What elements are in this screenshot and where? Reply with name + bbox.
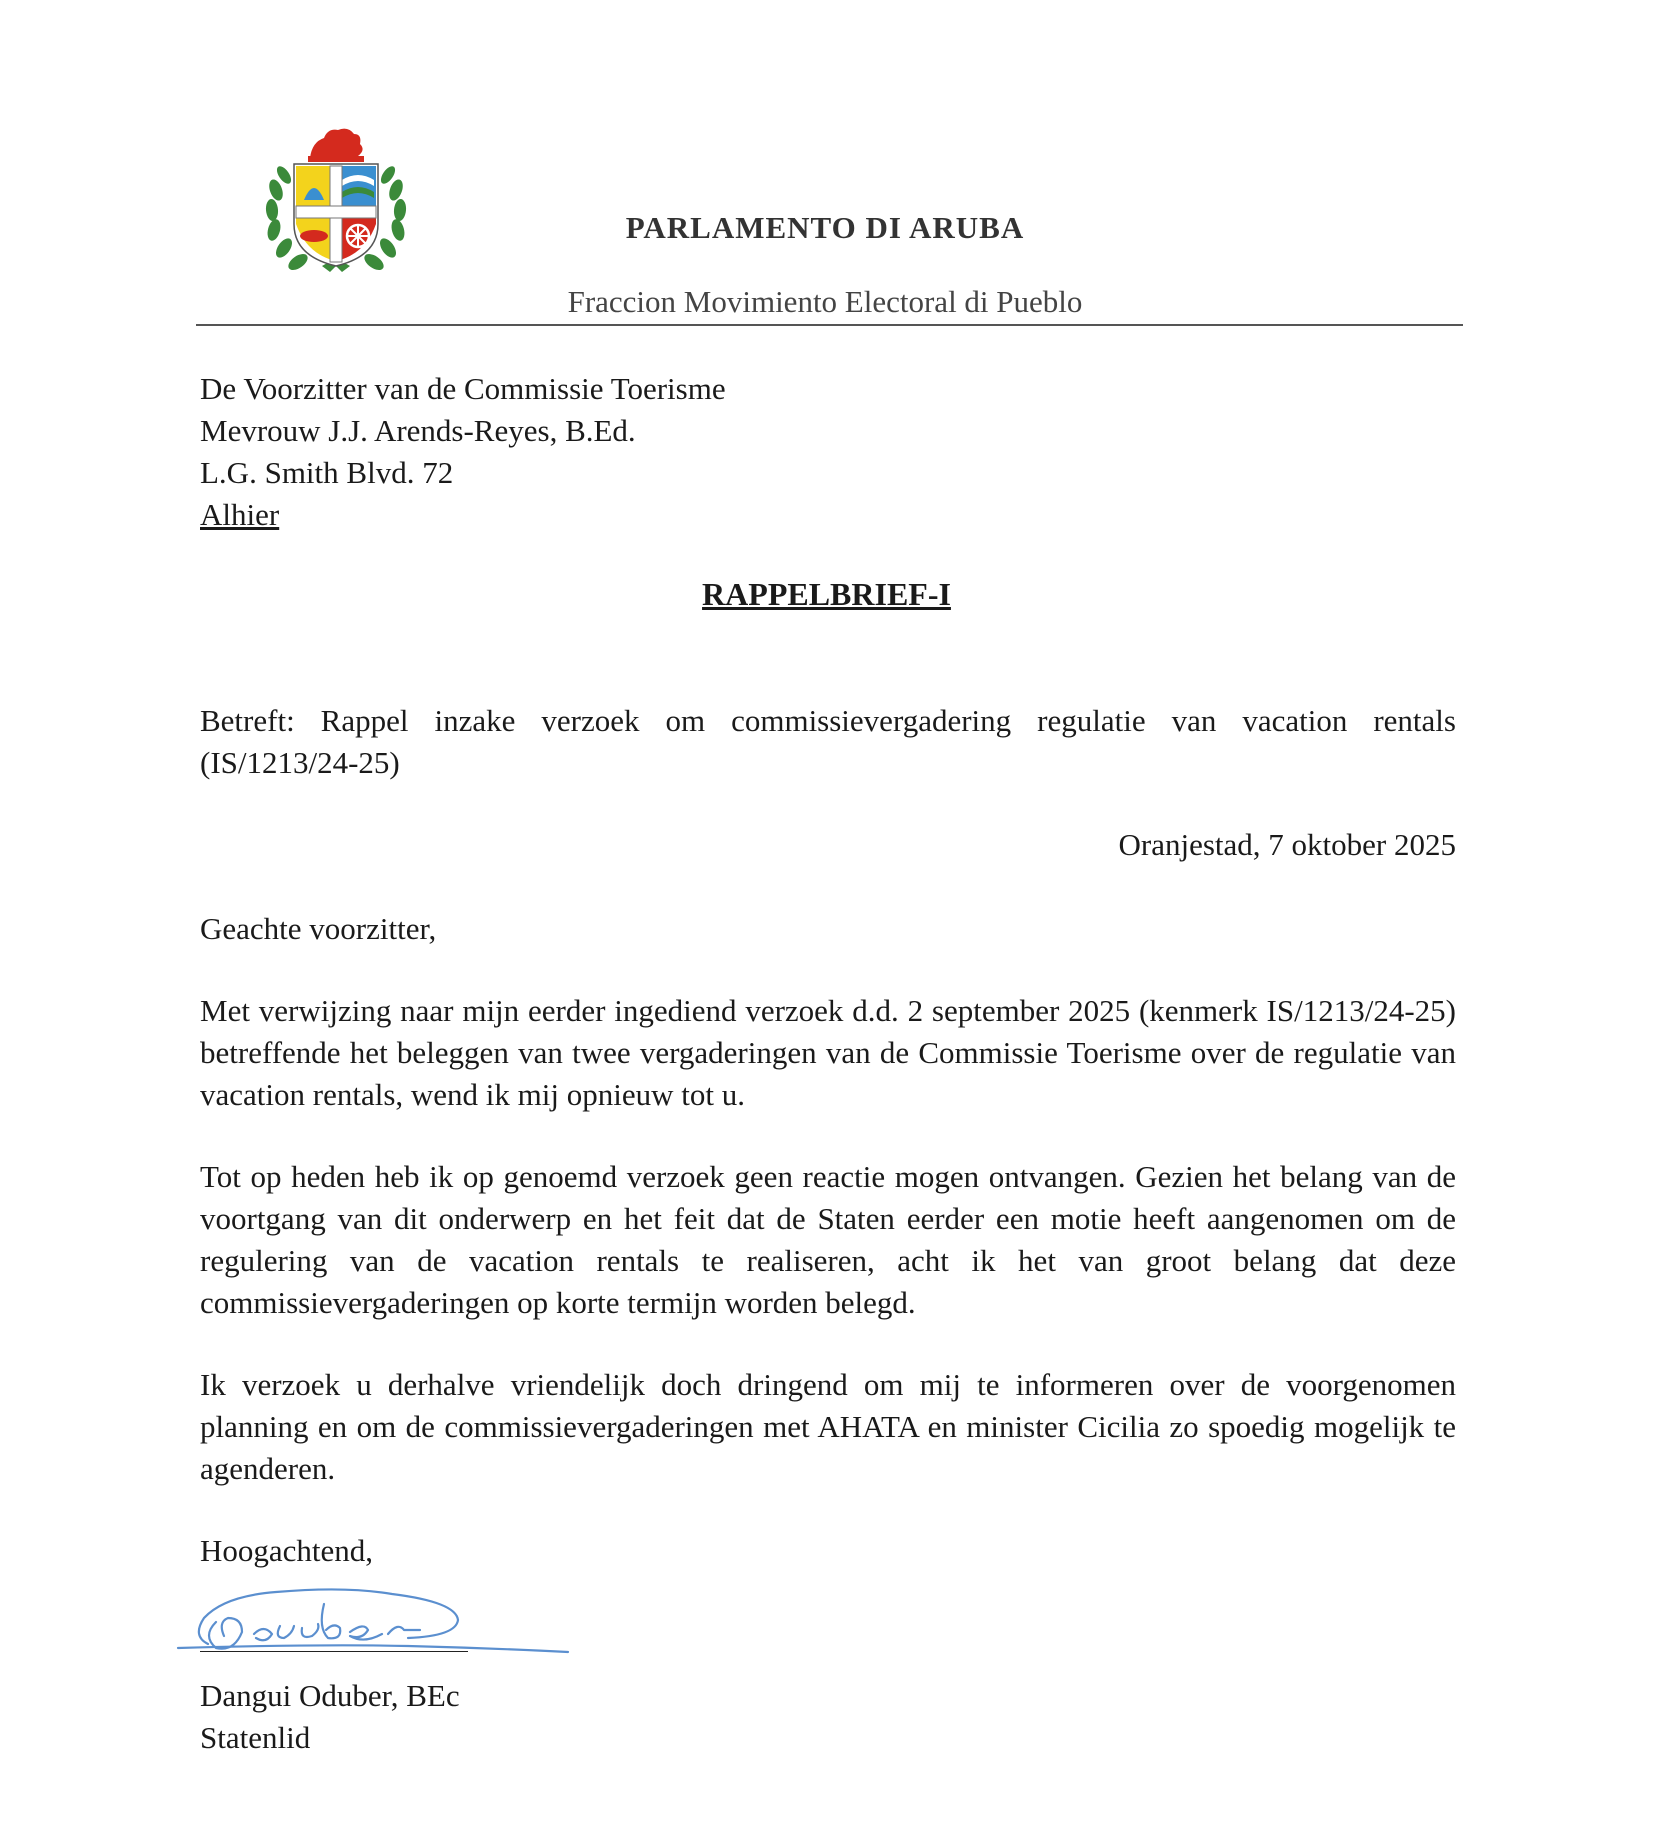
organization-name: PARLAMENTO DI ARUBA [625, 210, 1025, 245]
body-paragraph: Tot op heden heb ik op genoemd verzoek geen reactie mogen ontvangen. Gezien het belang van de voortgang van dit onderwerp en het feit dat de Staten eerder een motie heeft aangenomen om de regulering van de vacation rentals te realiseren, acht ik het van groot belang dat deze commissievergaderingen op korte termijn worden belegd. [200, 1159, 1456, 1320]
recipient-line: De Voorzitter van de Commissie Toerisme [200, 371, 726, 406]
handwritten-signature [168, 1578, 593, 1658]
signature-line [200, 1651, 468, 1652]
coat-of-arms-emblem [262, 120, 410, 280]
recipient-address [200, 368, 726, 536]
closing: Hoogachtend, [200, 1533, 374, 1568]
recipient-line: Alhier [200, 497, 280, 532]
signer-name: Dangui Oduber, BEc [200, 1678, 460, 1713]
recipient-line: L.G. Smith Blvd. 72 [200, 455, 454, 490]
letter-title: RAPPELBRIEF-I [702, 576, 951, 612]
signer-role: Statenlid [200, 1720, 311, 1755]
salutation: Geachte voorzitter, [200, 911, 437, 946]
body-paragraph: Ik verzoek u derhalve vriendelijk doch dringend om mij te informeren over de voorgenomen planning en om de commissievergaderingen met AHATA en minister Cicilia zo spoedig mogelijk te agenderen. [200, 1367, 1456, 1486]
signer-block [200, 1675, 460, 1759]
faction-name: Fraccion Movimiento Electoral di Pueblo [567, 284, 1083, 319]
subject-line: Betreft: Rappel inzake verzoek om commissievergadering regulatie van vacation rentals (IS/1213/24-25) [200, 703, 1456, 780]
header-divider [196, 324, 1463, 326]
recipient-line: Mevrouw J.J. Arends-Reyes, B.Ed. [200, 413, 636, 448]
body-paragraph: Met verwijzing naar mijn eerder ingediend verzoek d.d. 2 september 2025 (kenmerk IS/1213/24-25) betreffende het beleggen van twee vergaderingen van de Commissie Toerisme over de regulatie van vacation rentals, wend ik mij opnieuw tot u. [200, 993, 1456, 1112]
place-date: Oranjestad, 7 oktober 2025 [1118, 827, 1456, 862]
